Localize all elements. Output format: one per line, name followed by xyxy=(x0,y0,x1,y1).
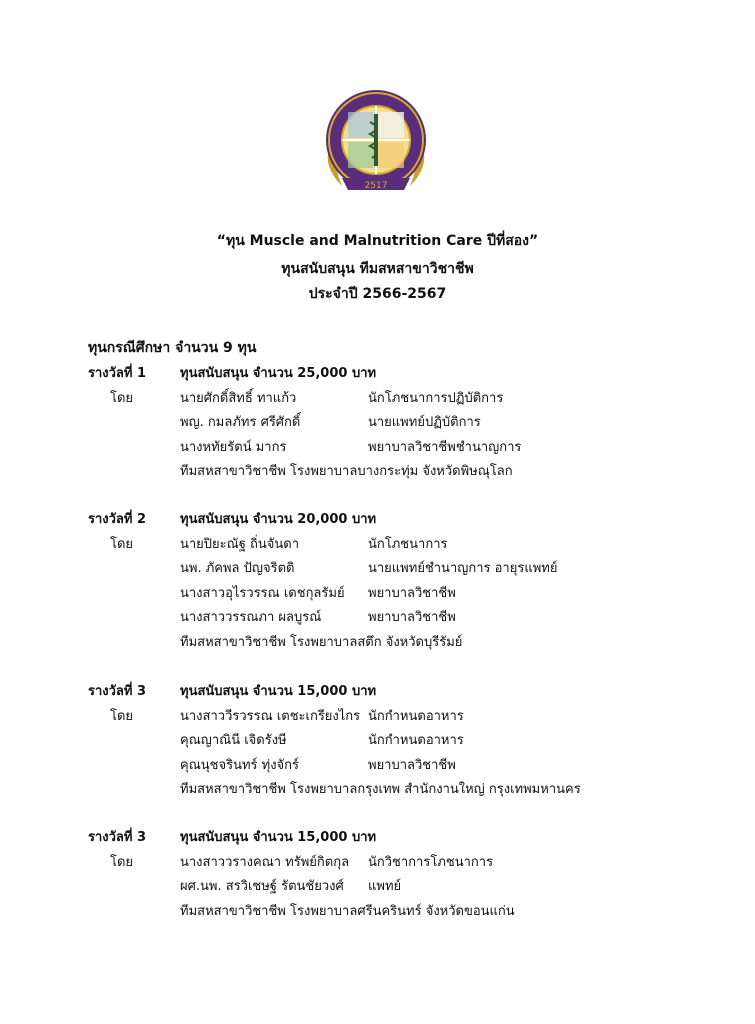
member-name: นายปิยะณัฐ ถิ่นจันดา xyxy=(180,536,300,552)
award-block-1 xyxy=(88,364,708,487)
by-label: โดย xyxy=(110,854,134,870)
member-position: นักวิชาการโภชนาการ xyxy=(368,854,494,870)
member-position: พยาบาลวิชาชีพ xyxy=(368,757,456,773)
document-title: “ทุน Muscle and Malnutrition Care ปีที่สอง” xyxy=(216,233,539,249)
grant-amount: ทุนสนับสนุน จำนวน 25,000 บาท xyxy=(180,366,377,381)
member-position: นักโภชนาการ xyxy=(368,536,448,552)
member-name: นางหทัยรัตน์ มากร xyxy=(180,439,287,455)
document-year: ประจำปี 2566-2567 xyxy=(308,286,447,302)
member-position: นักโภชนาการปฏิบัติการ xyxy=(368,390,504,406)
association-seal-icon xyxy=(312,86,440,198)
document-subtitle: ทุนสนับสนุน ทีมสหสาขาวิชาชีพ xyxy=(281,261,474,277)
award-label: รางวัลที่ 3 xyxy=(88,830,147,845)
member-name: พญ. กมลภัทร ศรีศักดิ์ xyxy=(180,415,301,430)
member-position: นายแพทย์ชำนาญการ อายุรแพทย์ xyxy=(368,561,558,576)
team-affiliation: ทีมสหสาขาวิชาชีพ โรงพยาบาลสตึก จังหวัดบุรีรัมย์ xyxy=(180,634,463,650)
member-name: คุณนุชจรินทร์ ทุ่งจักร์ xyxy=(180,757,300,773)
member-name: นพ. ภัคพล ปัญจริตติ xyxy=(180,561,295,576)
member-position: พยาบาลวิชาชีพ xyxy=(368,585,456,601)
member-name: นายศักดิ์สิทธิ์ ทาแก้ว xyxy=(180,390,297,406)
association-logo xyxy=(312,86,440,198)
member-name: นางสาวอุไรวรรณ เดชกุลรัมย์ xyxy=(180,585,345,601)
grant-amount: ทุนสนับสนุน จำนวน 15,000 บาท xyxy=(180,830,377,845)
member-position: แพทย์ xyxy=(368,879,402,894)
award-label: รางวัลที่ 3 xyxy=(88,684,147,699)
award-block-2 xyxy=(88,510,708,657)
team-affiliation: ทีมสหสาขาวิชาชีพ โรงพยาบาลศรีนครินทร์ จังหวัดขอนแก่น xyxy=(180,903,515,919)
logo-year: 2517 xyxy=(364,181,388,191)
section-title: ทุนกรณีศึกษา จำนวน 9 ทุน xyxy=(88,340,257,356)
member-name: นางสาววรรณภา ผลบูรณ์ xyxy=(180,610,322,625)
member-name: ผศ.นพ. สรวิเชษฐ์ รัตนชัยวงศ์ xyxy=(180,879,344,894)
award-block-3 xyxy=(88,682,708,805)
award-block-4 xyxy=(88,828,708,926)
member-name: คุณญาณินี เจิดรังษี xyxy=(180,733,287,748)
member-name: นางสาววีรวรรณ เตชะเกรียงไกร xyxy=(180,708,361,724)
member-position: นักกำหนดอาหาร xyxy=(368,708,464,724)
grant-amount: ทุนสนับสนุน จำนวน 20,000 บาท xyxy=(180,512,377,527)
award-label: รางวัลที่ 1 xyxy=(88,366,147,381)
team-affiliation: ทีมสหสาขาวิชาชีพ โรงพยาบาลกรุงเทพ สำนักงานใหญ่ กรุงเทพมหานคร xyxy=(180,782,581,797)
award-label: รางวัลที่ 2 xyxy=(88,512,147,527)
by-label: โดย xyxy=(110,536,134,552)
by-label: โดย xyxy=(110,708,134,724)
member-position: พยาบาลวิชาชีพชำนาญการ xyxy=(368,439,522,455)
member-name: นางสาววรางคณา ทรัพย์กิตกุล xyxy=(180,854,350,870)
member-position: พยาบาลวิชาชีพ xyxy=(368,610,456,625)
member-position: นักกำหนดอาหาร xyxy=(368,733,464,748)
team-affiliation: ทีมสหสาขาวิชาชีพ โรงพยาบาลบางกระทุ่ม จังหวัดพิษณุโลก xyxy=(180,464,513,479)
member-position: นายแพทย์ปฏิบัติการ xyxy=(368,415,481,430)
grant-amount: ทุนสนับสนุน จำนวน 15,000 บาท xyxy=(180,684,377,699)
by-label: โดย xyxy=(110,390,134,406)
